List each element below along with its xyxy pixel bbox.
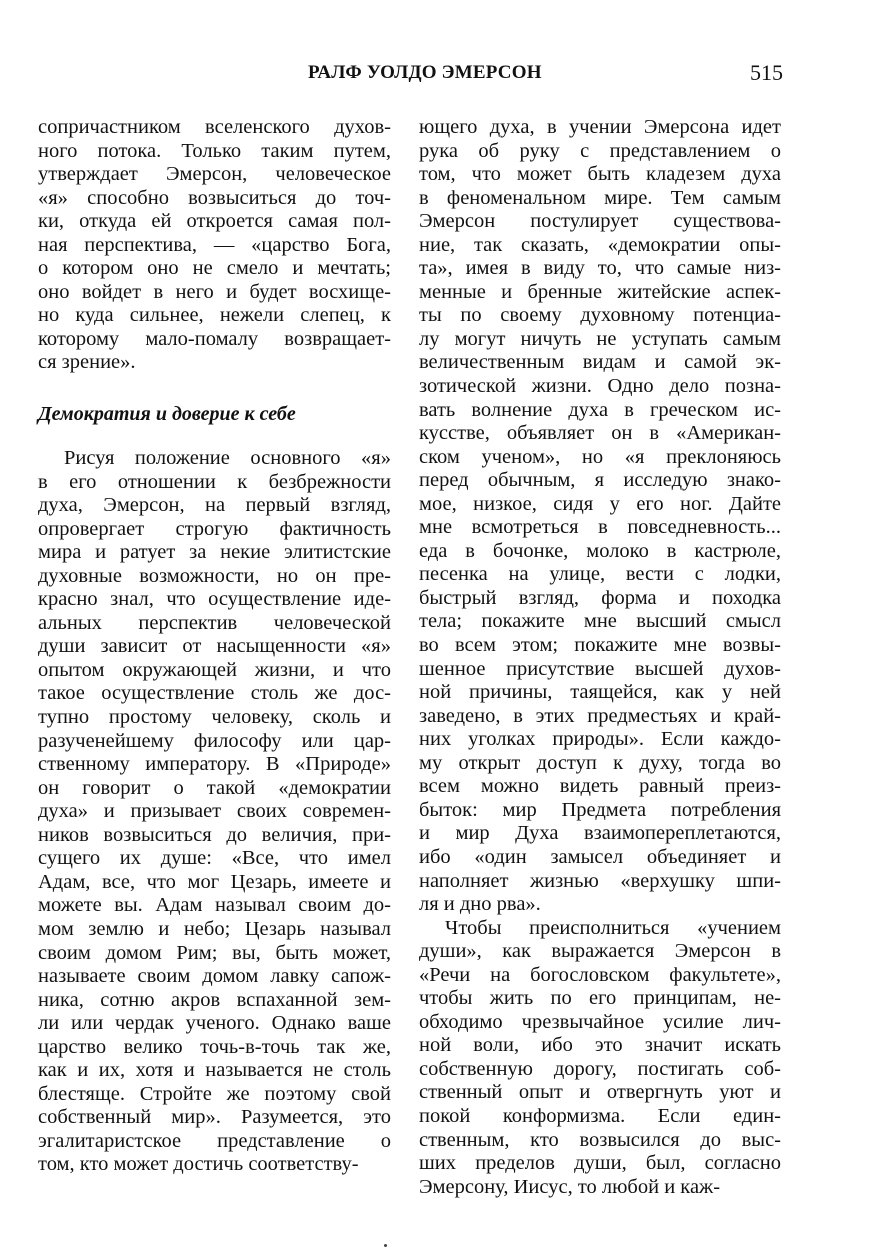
text-line: кусстве, объявляет он в «Американ- [419,422,781,445]
text-line: ная перспектива, — «царство Бога, [38,233,391,256]
text-line: му открыт доступ к духу, тогда во [419,751,781,774]
text-line: тупно простому человеку, сколь и [38,706,391,729]
text-line: мом землю и небо; Цезарь называл [38,917,391,940]
text-line: духа» и призывает своих современ- [38,800,391,823]
text-line: ших пределов души, был, согласно [419,1152,781,1175]
text-line: обходимо чрезвычайное усилие лич- [419,1010,781,1033]
text-line: еда в бочонке, молоко в кастрюле, [419,539,781,562]
text-line: эгалитаристское представление о [38,1129,391,1152]
text-line: о котором оно не смело и мечтать; [38,257,391,280]
text-line: перед обычным, я исследую знако- [419,469,781,492]
text-line: в феноменальном мире. Тем самым [419,186,781,209]
paragraph [38,447,391,1177]
text-line: ной воли, ибо это значит искать [419,1034,781,1057]
text-line: называете своим домом лавку сапож- [38,965,391,988]
text-line: том, кто может достичь соответству- [38,1153,359,1176]
left-column [38,116,391,1177]
text-line: Эмерсону, Иисус, то любой и каж- [419,1175,721,1198]
text-line: и мир Духа взаимопереплетаются, [419,822,781,845]
text-line: духа, Эмерсон, на первый взгляд, [38,494,391,517]
text-line: величественным видам и самой эк- [419,351,781,374]
text-line: ственному императору. В «Природе» [38,753,391,776]
spacer [38,375,391,399]
text-line: в его отношении к безбрежности [38,470,391,493]
text-line: собственную дорогу, постигать соб- [419,1057,781,1080]
scan-dot [384,1244,387,1247]
text-line: ние, так сказать, «демократии опы- [419,233,781,256]
text-line: Чтобы преисполниться «учением [445,916,781,939]
text-line: утверждает Эмерсон, человеческое [38,163,391,186]
text-line: разученейшему философу или цар- [38,729,391,752]
text-line: ственным, кто возвысился до выс- [419,1128,781,1151]
text-line: красно знал, что осуществление иде- [38,588,391,611]
text-line: та», имея в виду то, что самые низ- [419,257,781,280]
text-line: заведено, в этих предместьях и край- [419,704,781,727]
text-line: быток: мир Предмета потребления [419,798,781,821]
text-line: опытом окружающей жизни, и что [38,658,391,681]
text-line: ника, сотню акров вспаханной зем- [38,988,391,1011]
text-line: ственный опыт и отвергнуть уют и [419,1081,781,1104]
text-line: такое осуществление столь же дос- [38,682,391,705]
page-header [38,62,783,92]
text-line: царство велико точь-в-точь так же, [38,1035,391,1058]
spacer [38,429,391,447]
text-line: наполняет жизнью «верхушку шпи- [419,869,781,892]
text-line: песенка на улице, вести с лодки, [419,563,781,586]
section-heading: Демократия и доверие к себе [38,403,296,426]
text-line: Рисуя положение основного «я» [64,447,391,470]
text-line: шенное присутствие высшей духов- [419,657,781,680]
paragraph [38,116,391,375]
text-line: зотической жизни. Одно дело позна- [419,375,781,398]
right-column [419,116,781,1199]
text-line: мое, низкое, сидя у его ног. Дайте [419,492,781,515]
paragraph [419,116,781,917]
text-line: во всем этом; покажите мне возвы- [419,634,781,657]
text-line: ля и дно рва». [419,893,541,916]
text-line: Адам, все, что мог Цезарь, имеете и [38,870,391,893]
text-line: мне всмотреться в повседневность... [419,516,781,539]
text-line: рука об руку с представлением о [419,139,781,162]
paragraph [419,917,781,1200]
text-line: «Речи на богословском факультете», [419,963,781,986]
text-line: он говорит о такой «демократии [38,776,391,799]
text-line: как и их, хотя и называется не столь [38,1059,391,1082]
text-line: Эмерсон постулирует существова- [419,210,781,233]
text-line: души», как выражается Эмерсон в [419,940,781,963]
text-line: том, что может быть кладезем духа [419,163,781,186]
text-line: ибо «один замысел объединяет и [419,845,781,868]
text-line: ском ученом», но «я преклоняюсь [419,445,781,468]
text-line: но куда сильнее, нежели слепец, к [38,304,391,327]
text-line: покой конформизма. Если един- [419,1104,781,1127]
text-line: блестяще. Стройте же поэтому свой [38,1082,391,1105]
text-line: вать волнение духа в греческом ис- [419,398,781,421]
text-line: лу могут ничуть не уступать самым [419,327,781,350]
text-line: ки, откуда ей откроется самая пол- [38,210,391,233]
text-line: ников возвыситься до величия, при- [38,823,391,846]
text-line: альных перспектив человеческой [38,611,391,634]
text-line: сопричастником вселенского духов- [38,116,391,138]
text-line: всем можно видеть равный преиз- [419,775,781,798]
running-title: РАЛФ УОЛДО ЭМЕРСОН [308,62,542,83]
page-number: 515 [750,60,783,85]
text-line: тела; покажите мне высший смысл [419,610,781,633]
text-line: оно войдет в него и будет восхище- [38,280,391,303]
text-line: чтобы жить по его принципам, не- [419,987,781,1010]
text-line: ты по своему духовному потенциа- [419,304,781,327]
text-line: быстрый взгляд, форма и походка [419,586,781,609]
text-line: них уголках природы». Если каждо- [419,728,781,751]
text-line: собственный мир». Разумеется, это [38,1106,391,1129]
text-line: опровергает строгую фактичность [38,517,391,540]
text-line: сущего их душе: «Все, что имел [38,847,391,870]
text-line: ной причины, таящейся, как у ней [419,681,781,704]
text-line: «я» способно возвыситься до точ- [38,186,391,209]
text-line: духовные возможности, но он пре- [38,564,391,587]
text-line: которому мало-помалу возвращает- [38,327,391,350]
text-line: ли или чердак ученого. Однако ваше [38,1012,391,1035]
text-line: ного потока. Только таким путем, [38,139,391,162]
text-line: души зависит от насыщенности «я» [38,635,391,658]
text-line: ющего духа, в учении Эмерсона идет [419,116,781,138]
text-line: менные и бренные житейские аспек- [419,280,781,303]
text-line: своим домом Рим; вы, быть может, [38,941,391,964]
text-line: можете вы. Адам называл своим до- [38,894,391,917]
text-line: ся зрение». [38,351,136,374]
text-line: мира и ратует за некие элитистские [38,541,391,564]
